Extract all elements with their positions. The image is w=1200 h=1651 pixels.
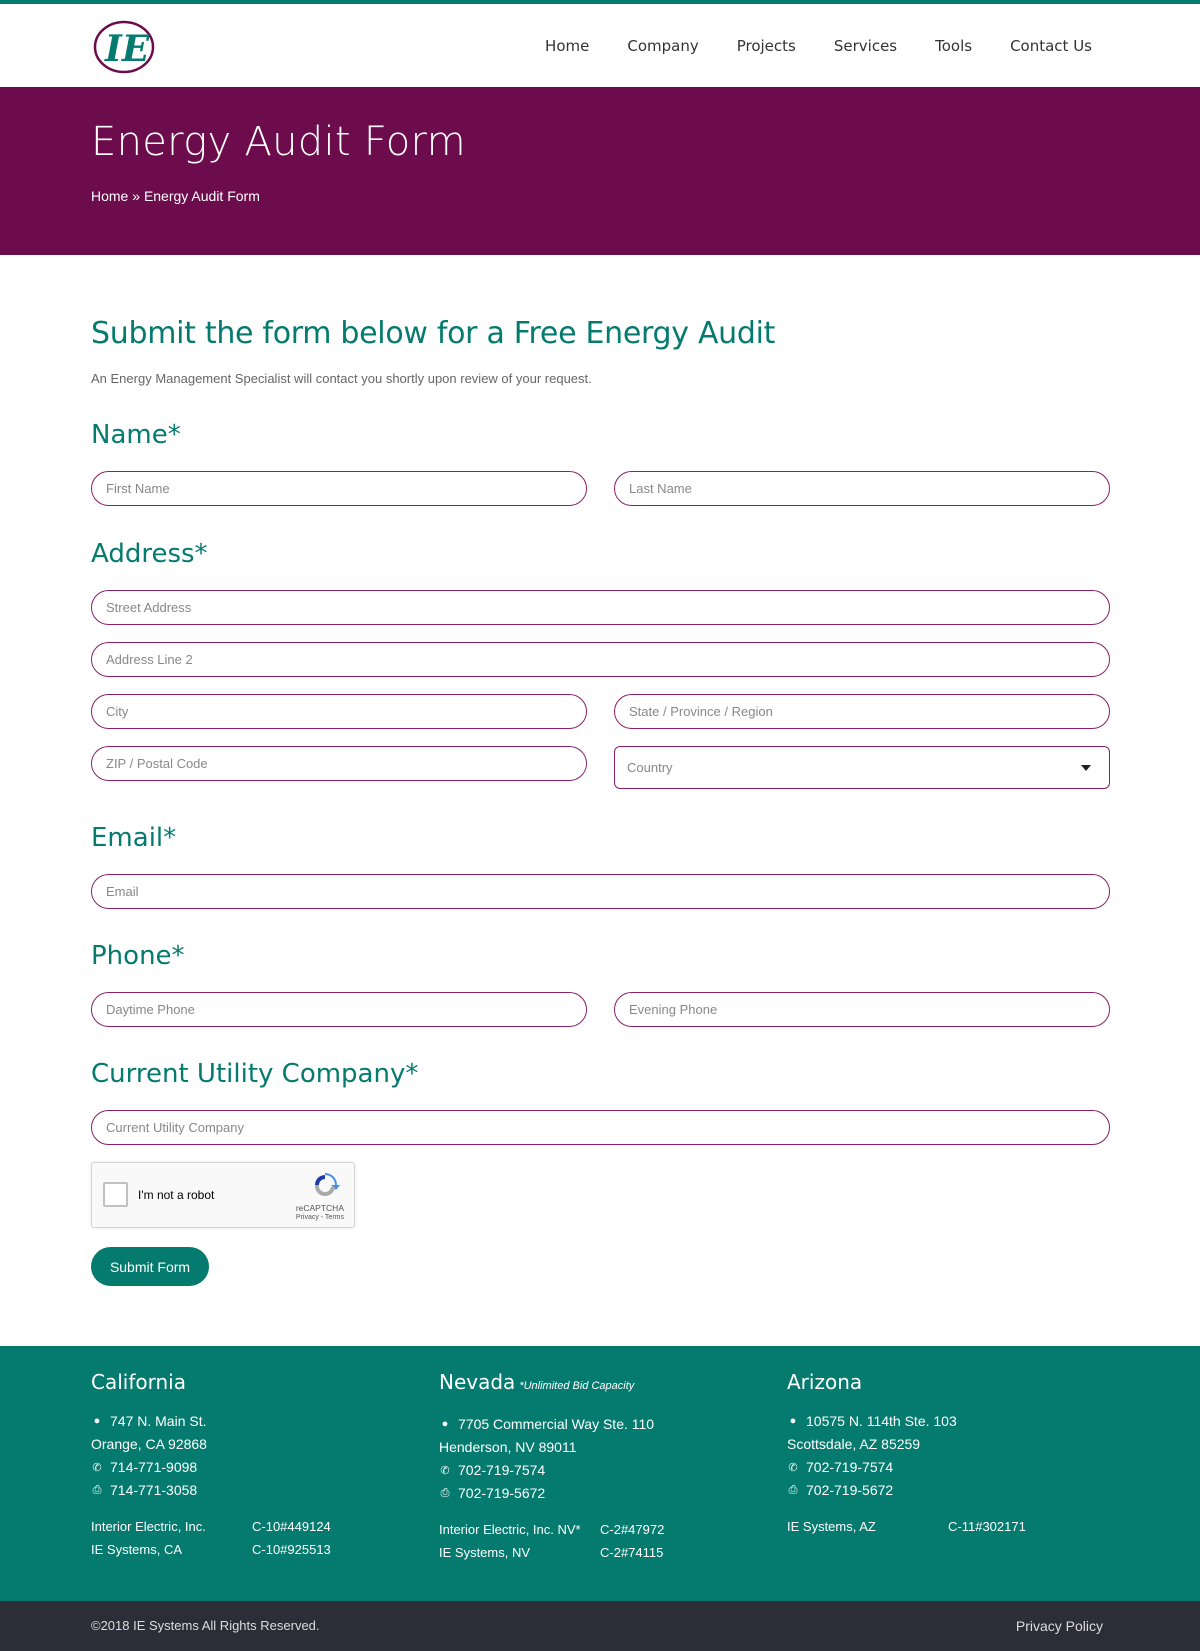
street-address-field[interactable] xyxy=(91,590,1110,625)
state-field[interactable] xyxy=(614,694,1110,729)
nevada-title: Nevada *Unlimited Bid Capacity xyxy=(439,1370,635,1394)
arizona-fax: 702-719-5672 xyxy=(806,1482,894,1498)
bottom-bar xyxy=(0,1601,1200,1651)
form-title: Submit the form below for a Free Energy Audit xyxy=(91,316,776,351)
fax-icon: ⎙ xyxy=(440,1486,450,1499)
address-label: Address* xyxy=(91,539,208,569)
page-title: Energy Audit Form xyxy=(91,119,466,165)
submit-form-button[interactable]: Submit Form xyxy=(91,1247,209,1286)
california-license-1-number: C-10#449124 xyxy=(252,1519,331,1534)
phone-icon: ✆ xyxy=(788,1461,798,1474)
california-fax: 714-771-3058 xyxy=(110,1482,198,1498)
utility-company-input[interactable] xyxy=(92,1111,1109,1144)
evening-phone-input[interactable] xyxy=(615,993,1109,1026)
nevada-license-1-name: Interior Electric, Inc. NV* xyxy=(439,1522,581,1537)
privacy-policy-link[interactable]: Privacy Policy xyxy=(1015,1618,1103,1634)
daytime-phone-field[interactable] xyxy=(91,992,587,1027)
logo-text: IE xyxy=(105,28,150,70)
california-license-2-number: C-10#925513 xyxy=(252,1542,331,1557)
main-nav xyxy=(526,37,1092,55)
nav-projects[interactable]: Projects xyxy=(736,37,796,55)
arizona-license-1-number: C-11#302171 xyxy=(948,1519,1026,1534)
nevada-address-2: Henderson, NV 89011 xyxy=(439,1439,577,1455)
arizona-license-1-name: IE Systems, AZ xyxy=(787,1519,876,1534)
california-license-1-name: Interior Electric, Inc. xyxy=(91,1519,206,1534)
recaptcha-brand: reCAPTCHA xyxy=(295,1203,344,1213)
nevada-phone[interactable]: 702-719-7574 xyxy=(458,1462,546,1478)
last-name-field[interactable] xyxy=(614,471,1110,506)
breadcrumb-home-link[interactable]: Home xyxy=(91,188,129,204)
nav-home[interactable]: Home xyxy=(545,37,590,55)
last-name-input[interactable] xyxy=(615,472,1109,505)
map-pin-icon: ● xyxy=(789,1415,797,1427)
fax-icon: ⎙ xyxy=(92,1483,102,1496)
nevada-bid-note: *Unlimited Bid Capacity xyxy=(519,1380,635,1392)
california-title: California xyxy=(91,1370,186,1394)
california-phone[interactable]: 714-771-9098 xyxy=(110,1459,198,1475)
city-field[interactable] xyxy=(91,694,587,729)
map-pin-icon: ● xyxy=(93,1415,101,1427)
nav-contact-us[interactable]: Contact Us xyxy=(1010,37,1092,55)
arizona-address-1: 10575 N. 114th Ste. 103 xyxy=(806,1413,957,1429)
phone-label: Phone* xyxy=(91,941,185,971)
arizona-address-2: Scottsdale, AZ 85259 xyxy=(787,1436,921,1452)
recaptcha-label: I'm not a robot xyxy=(138,1188,215,1202)
street-address-input[interactable] xyxy=(92,591,1109,624)
evening-phone-field[interactable] xyxy=(614,992,1110,1027)
copyright-text: ©2018 IE Systems All Rights Reserved. xyxy=(91,1618,320,1633)
page-banner xyxy=(0,87,1200,255)
daytime-phone-input[interactable] xyxy=(92,993,586,1026)
site-footer xyxy=(0,1346,1200,1601)
nevada-fax: 702-719-5672 xyxy=(458,1485,546,1501)
recaptcha-checkbox[interactable] xyxy=(103,1182,128,1207)
city-input[interactable] xyxy=(92,695,586,728)
first-name-field[interactable] xyxy=(91,471,587,506)
fax-icon: ⎙ xyxy=(788,1483,798,1496)
email-label: Email* xyxy=(91,823,177,853)
breadcrumb xyxy=(91,188,260,204)
utility-company-field[interactable] xyxy=(91,1110,1110,1145)
site-header xyxy=(0,4,1200,87)
arizona-phone[interactable]: 702-719-7574 xyxy=(806,1459,894,1475)
nevada-address-1: 7705 Commercial Way Ste. 110 xyxy=(458,1416,655,1432)
ie-logo[interactable] xyxy=(92,19,156,75)
chevron-down-icon xyxy=(1081,765,1091,771)
california-license-2-name: IE Systems, CA xyxy=(91,1542,183,1557)
california-address-2: Orange, CA 92868 xyxy=(91,1436,207,1452)
first-name-input[interactable] xyxy=(92,472,586,505)
phone-icon: ✆ xyxy=(440,1464,450,1477)
zip-input[interactable] xyxy=(92,747,586,780)
breadcrumb-separator: » xyxy=(128,188,144,204)
email-input[interactable] xyxy=(92,875,1109,908)
form-intro: An Energy Management Specialist will contact you shortly upon review of your request. xyxy=(91,371,592,386)
nevada-license-2-number: C-2#74115 xyxy=(600,1545,664,1560)
nav-services[interactable]: Services xyxy=(833,37,898,55)
address-line-2-field[interactable] xyxy=(91,642,1110,677)
nav-tools[interactable]: Tools xyxy=(935,37,973,55)
phone-icon: ✆ xyxy=(92,1461,102,1474)
breadcrumb-current: Energy Audit Form xyxy=(143,188,260,204)
address-line-2-input[interactable] xyxy=(92,643,1109,676)
recaptcha-icon xyxy=(310,1172,340,1198)
map-pin-icon: ● xyxy=(441,1418,449,1430)
california-address-1: 747 N. Main St. xyxy=(110,1413,207,1429)
recaptcha-widget xyxy=(91,1162,355,1228)
zip-field[interactable] xyxy=(91,746,587,781)
state-input[interactable] xyxy=(615,695,1109,728)
country-select[interactable] xyxy=(614,746,1110,789)
utility-label: Current Utility Company* xyxy=(91,1059,419,1089)
arizona-title: Arizona xyxy=(787,1370,863,1394)
email-field[interactable] xyxy=(91,874,1110,909)
nevada-license-1-number: C-2#47972 xyxy=(600,1522,665,1537)
name-label: Name* xyxy=(91,420,181,450)
country-selected-value: Country xyxy=(627,760,673,775)
recaptcha-links[interactable]: Privacy - Terms xyxy=(295,1214,344,1221)
nav-company[interactable]: Company xyxy=(627,37,699,55)
nevada-license-2-name: IE Systems, NV xyxy=(439,1545,531,1560)
